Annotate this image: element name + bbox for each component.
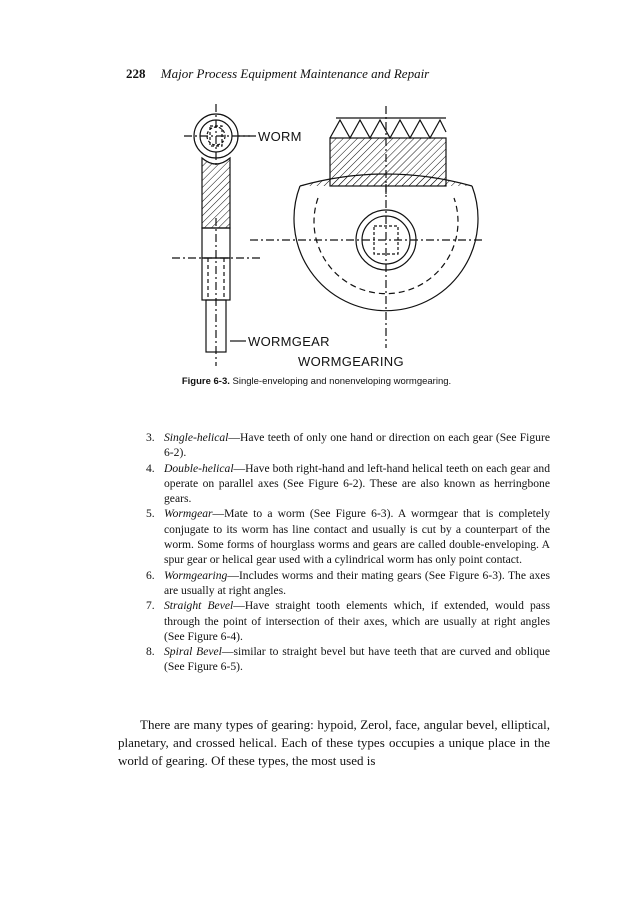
running-header [126,66,429,82]
list-term: Spiral Bevel [164,645,222,659]
gear-type-list [140,430,550,675]
list-item [140,598,550,644]
list-text: —Includes worms and their mating gears (See Figure 6-3). The axes are usually at right angles. [164,568,550,597]
list-text: —Have both right-hand and left-hand helical teeth on each gear and operate on parallel axes (See Figure 6-2). These are also known as herringbone gears. [164,461,550,506]
list-item [140,644,550,675]
wormgear-front-view [250,174,484,348]
caption-text: Single-enveloping and nonenveloping wormgearing. [229,376,452,387]
body-paragraph: There are many types of gearing: hypoid, Zerol, face, angular bevel, elliptical, planetary, and crossed helical. Each of these types occupies a unique place in the world of gearing. Of these types, the most used is [118,717,550,768]
caption-number: Figure 6-3. [181,376,230,387]
list-term: Double-helical [164,461,234,475]
list-number: 6. [146,568,155,582]
list-number: 4. [146,461,155,475]
wormgearing-label: WORMGEARING [298,354,404,369]
list-item [140,506,550,567]
list-item [140,430,550,461]
list-term: Single-helical [164,431,229,444]
list-number: 5. [146,507,155,521]
list-item [140,461,550,507]
list-number: 7. [146,599,155,613]
list-term: Wormgearing [164,568,228,582]
list-text: —Have teeth of only one hand or direction on each gear (See Figure 6-2). [164,431,550,460]
list-item [140,568,550,599]
figure-caption [0,376,633,387]
wormgearing-drawing [150,98,490,370]
list-term: Straight Bevel [164,599,234,613]
list-text: —Have straight tooth elements which, if extended, would pass through the point of intersection of their axes, which are usually at right angles (See Figure 6-4). [164,599,550,643]
worm-front-view [330,106,446,194]
wormgear-label: WORMGEAR [248,334,330,349]
list-term: Wormgear [164,507,213,521]
running-title: Major Process Equipment Maintenance and Repair [160,66,430,81]
list-number: 8. [146,645,155,659]
list-text: —Mate to a worm (See Figure 6-3). A wormgear that is completely conjugate to its worm has line contact and usually is cut by a counterpart of the worm. Some forms of hourglass worms and gears are called double-enveloping. A spur gear or helical gear used with a cylindrical worm has only point contact. [164,507,550,567]
figure-6-3 [150,98,490,370]
list-number: 3. [146,431,155,444]
page-number: 228 [126,66,146,81]
worm-label: WORM [258,129,302,144]
list-text: —similar to straight bevel but have teeth that are curved and oblique (See Figure 6-5). [164,645,551,674]
